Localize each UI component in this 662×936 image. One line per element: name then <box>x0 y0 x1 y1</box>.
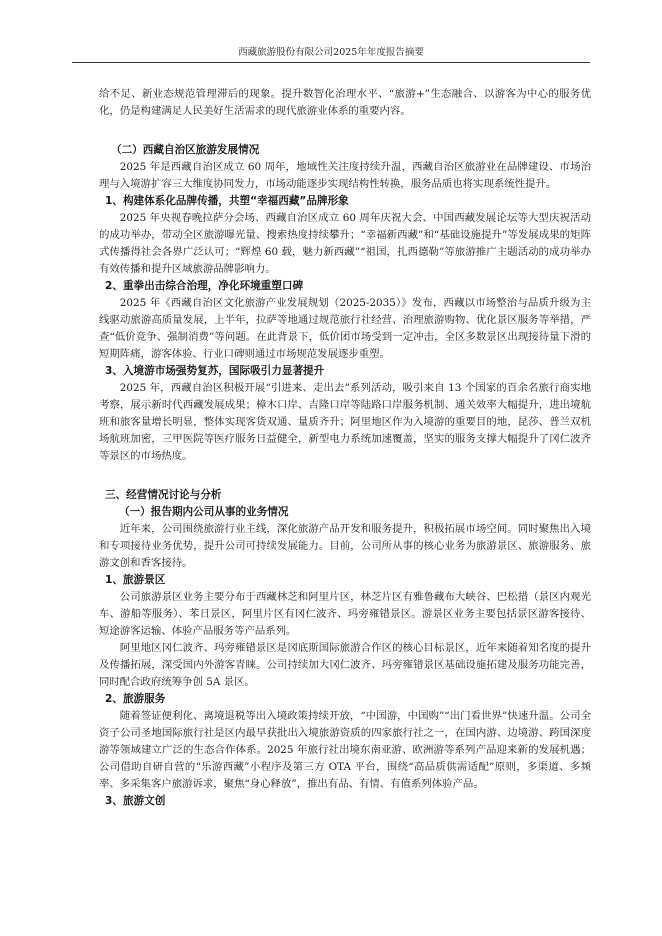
paragraph: 阿里地区冈仁波齐、玛旁雍错景区是冈底斯国际旅游合作区的核心目标景区，近年来随着知名度的提升及传播拓展，深受国内外游客青睐。公司持续加大冈仁波齐、玛旁雍错景区基础设施拓建及服务功能完善，同时配合政府统筹争创 5A 景区。 <box>99 642 591 688</box>
paragraph: 公司旅游景区业务主要分布于西藏林芝和阿里片区，林芝片区有雅鲁藏布大峡谷、巴松措（景区内观光车、游船等服务）、苯日景区，阿里片区有冈仁波齐、玛旁雍错景区。游景区业务主要包括景区游客接待、短途游客运输、体验产品服务等产品系列。 <box>99 591 591 637</box>
subsection-heading: 3、入境游市场强势复苏，国际吸引力显著提升 <box>105 365 325 377</box>
paragraph: 2025 年是西藏自治区成立 60 周年，地域性关注度持续升温，西藏自治区旅游业在品牌建设、市场治理与入境游扩容三大维度协同发力，市场动能逐步实现结构性转换，服务品质也将实现系统性提升。 <box>99 161 591 190</box>
section-heading-tibet-tourism: （二）西藏自治区旅游发展情况 <box>111 144 260 156</box>
intro-paragraph: 给不足、新业态规范管理滞后的现象。提升数智化治理水平、“旅游+”生态融合、以游客为中心的服务优化，仍是构建满足人民美好生活需求的现代旅游业体系的重要内容。 <box>99 88 591 117</box>
page-header: 西藏旅游股份有限公司2025年年度报告摘要 <box>72 44 590 63</box>
subsection-heading: 1、旅游景区 <box>105 574 166 586</box>
subsection-heading-business: （一）报告期内公司从事的业务情况 <box>119 506 289 518</box>
subsection-heading: 3、旅游文创 <box>105 795 166 807</box>
document-body <box>99 86 591 810</box>
paragraph: 2025 年央视春晚拉萨分会场、西藏自治区成立 60 周年庆祝大会、中国西藏发展论坛等大型庆祝活动的成功举办，带动全区旅游曝光量、搜索热度持续攀升；“幸福新西藏”和“基础设施提升”等发展成果的矩阵式传播得社会各界广泛认可；“辉煌 60 载，魅力新西藏”“祖国，扎西德勒”等旅游推广主题活动的成功举办有效传播和提升区域旅游品牌影响力。 <box>99 212 591 275</box>
subsection-heading: 1、构建体系化品牌传播，共塑“幸福西藏”品牌形象 <box>105 195 349 207</box>
paragraph: 2025 年，西藏自治区积极开展“引进来、走出去”系列活动，吸引来自 13 个国家的百余名旅行商实地考察，展示新时代西藏发展成果；樟木口岸、吉隆口岸等陆路口岸服务机制、通关效率大幅提升，进出境航班和旅客量增长明显，整体实现客货双通、量质齐升；阿里地区作为入境游的重要目的地，昆莎、普兰双机场航班加密，三甲医院等医疗服务日益健全，新型电力系统加速覆盖，坚实的服务支撑大幅提升了冈仁波齐等景区的市场热度。 <box>99 382 591 462</box>
paragraph: 近年来，公司围绕旅游行业主线，深化旅游产品开发和服务提升，积极拓展市场空间。同时聚焦出入境和专项接待业务优势，提升公司可持续发展能力。目前，公司所从事的核心业务为旅游景区、旅游服务、旅游文创和香客接待。 <box>99 523 591 569</box>
paragraph: 2025 年《西藏自治区文化旅游产业发展规划（2025-2035）》发布，西藏以市场整治与品质升级为主线驱动旅游高质量发展，上半年，拉萨等地通过规范旅行社经营、治理旅游购物、优化景区服务等举措，严查“低价竞争、强制消费”等问题。在此背景下，低价团市场受到一定冲击，全区多数景区出现接待量下滑的短期阵痛，游客体验、行业口碑则通过市场规范发展逐步重塑。 <box>99 297 591 360</box>
section-heading-operations: 三、经营情况讨论与分析 <box>105 489 222 501</box>
subsection-heading: 2、旅游服务 <box>105 693 166 705</box>
paragraph: 随着签证便利化、离境退税等出入境政策持续开放，“中国游，中国购”“出门看世界”快速升温。公司全资子公司圣地国际旅行社是区内最早获批出入境旅游资质的四家旅行社之一，在国内游、边境游、跨国深度游等领域建立广泛的生态合作体系。2025 年旅行社出境东南亚游、欧洲游等系列产品迎来新的发展机遇；公司借助自研自营的“乐游西藏”小程序及第三方 OTA 平台，围绕“高品质供需适配”原则，多渠道、多频率、多采集客户旅游诉求，聚焦“身心释放”，推出有品、有情、有值系列体验产品。 <box>99 710 591 790</box>
subsection-heading: 2、重拳出击综合治理，净化环境重塑口碑 <box>105 280 304 292</box>
